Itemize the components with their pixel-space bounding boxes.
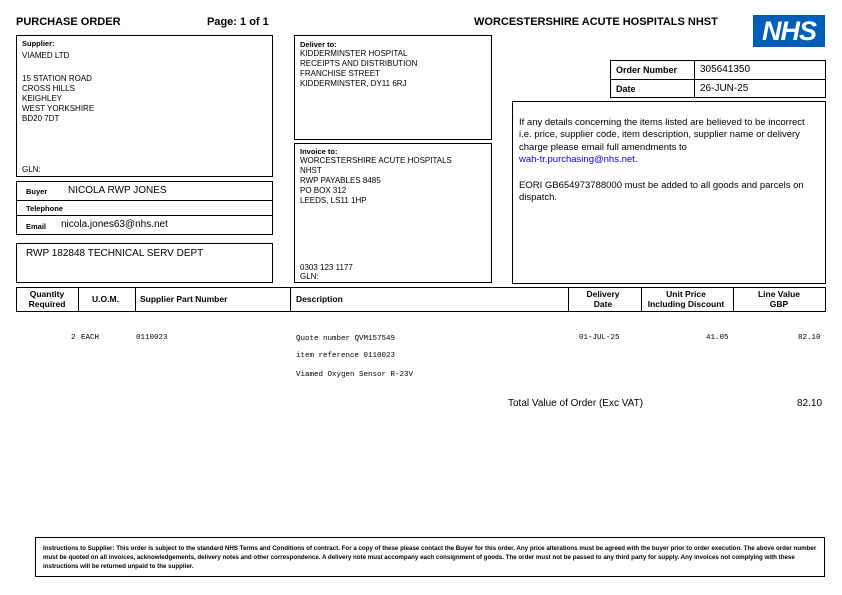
eori-notice: EORI GB654973788000 must be added to all goods and parcels on dispatch.: [519, 180, 804, 204]
row-description-line: Viamed Oxygen Sensor R-23V: [296, 371, 414, 379]
supplier-gln-label: GLN:: [22, 165, 41, 174]
nhs-logo: NHS: [753, 15, 825, 47]
order-number-label: Order Number: [616, 65, 678, 75]
invoice-to-box: [294, 143, 492, 283]
total-label: Total Value of Order (Exc VAT): [508, 398, 644, 409]
row-qty: 2: [71, 334, 76, 342]
row-delivery-date: 01-JUL-25: [579, 334, 620, 342]
address-line: RECEIPTS AND DISTRIBUTION: [300, 59, 418, 68]
address-line: KEIGHLEY: [22, 94, 63, 103]
row-part-number: 0110023: [136, 334, 168, 342]
invoice-to-address: [300, 156, 452, 206]
col-header-qty: Quantity Required: [28, 289, 66, 309]
supplier-name: VIAMED LTD: [22, 51, 70, 60]
address-line: KIDDERMINSTER, DY11 6RJ: [300, 79, 407, 88]
row-unit-price: 41.05: [706, 334, 729, 342]
row-description-line: Quote number QVM157549: [296, 335, 396, 343]
address-line: FRANCHISE STREET: [300, 69, 381, 78]
notice-text-block: If any details concerning the items listed are believed to be incorrect i.e. price, supplier code, item description, supplier name or delivery charge please email full amendments to wah-tr.purchasing@nhs.net.: [519, 117, 805, 165]
buyer-box: [16, 181, 273, 235]
col-header-uom: U.O.M.: [92, 294, 119, 304]
col-header-line-value: Line Value GBP: [757, 289, 801, 309]
address-line: CROSS HILLS: [22, 84, 75, 93]
row-uom: EACH: [81, 334, 100, 342]
buyer-name: NICOLA RWP JONES: [68, 185, 167, 196]
org-name: WORCESTERSHIRE ACUTE HOSPITALS NHST: [474, 16, 718, 28]
supplier-address: [22, 74, 94, 124]
buyer-label: Buyer: [26, 187, 48, 196]
address-line: PO BOX 312: [300, 186, 347, 195]
telephone-label: Telephone: [26, 204, 63, 213]
supplier-box: [16, 35, 273, 177]
purchasing-email-link[interactable]: wah-tr.purchasing@nhs.net: [519, 153, 635, 165]
order-number-value: 305641350: [700, 64, 751, 75]
order-date-value: 26-JUN-25: [700, 83, 749, 94]
deliver-to-label: Deliver to:: [300, 40, 337, 49]
instructions-text: Instructions to Supplier: This order is subject to the standard NHS Terms and Conditions of contract. For a copy of these please contact the Buyer for this order. Any price alterations must be agreed with the buyer prior to order execution. The above order number must be quoted on all invoices, acknowledgements, delivery notes and other correspondence. A delivery note must accompany each consignment of goods. The order must not be passed to any third party for supply. Any invoices not complying with these instructions will be returned unpaid to the supplier.: [43, 545, 817, 570]
buyer-email: nicola.jones63@nhs.net: [61, 219, 168, 230]
invoice-gln-label: GLN:: [300, 272, 319, 281]
row-description-line: item reference 0110023: [296, 352, 396, 360]
email-label: Email: [26, 222, 47, 231]
total-value: 82.10: [797, 398, 823, 409]
order-date-label: Date: [616, 84, 636, 94]
address-line: NHST: [300, 166, 322, 175]
address-line: RWP PAYABLES 8485: [300, 176, 381, 185]
notice-box: [512, 101, 826, 284]
department: RWP 182848 TECHNICAL SERV DEPT: [26, 248, 204, 259]
address-line: LEEDS, LS11 1HP: [300, 196, 367, 205]
address-line: WORCESTERSHIRE ACUTE HOSPITALS: [300, 156, 452, 165]
col-header-part: Supplier Part Number: [140, 294, 228, 304]
address-line: BD20 7DT: [22, 114, 60, 123]
address-line: WEST YORKSHIRE: [22, 104, 95, 113]
instructions-box: [35, 537, 825, 577]
order-info-box: [610, 60, 826, 98]
address-line: 15 STATION ROAD: [22, 74, 92, 83]
address-line: KIDDERMINSTER HOSPITAL: [300, 49, 408, 58]
col-header-description: Description: [296, 294, 343, 304]
doc-title: PURCHASE ORDER: [16, 16, 121, 28]
deliver-to-box: [294, 35, 492, 140]
invoice-phone: 0303 123 1177: [300, 263, 353, 272]
supplier-label: Supplier:: [22, 39, 55, 48]
page-indicator: [207, 16, 269, 28]
deliver-to-address: [300, 49, 417, 89]
col-header-delivery: Delivery Date: [586, 289, 620, 309]
invoice-to-label: Invoice to:: [300, 147, 338, 156]
department-box: [16, 243, 273, 283]
page-label: Page:: [207, 16, 237, 28]
notice-text: If any details concerning the items listed are believed to be incorrect i.e. price, supplier code, item description, supplier name or delivery charge please email full amendments to: [519, 117, 805, 153]
page-value: 1 of 1: [240, 16, 269, 28]
col-header-unit-price: Unit Price Including Discount: [647, 289, 725, 309]
row-line-value: 82.10: [798, 334, 821, 342]
